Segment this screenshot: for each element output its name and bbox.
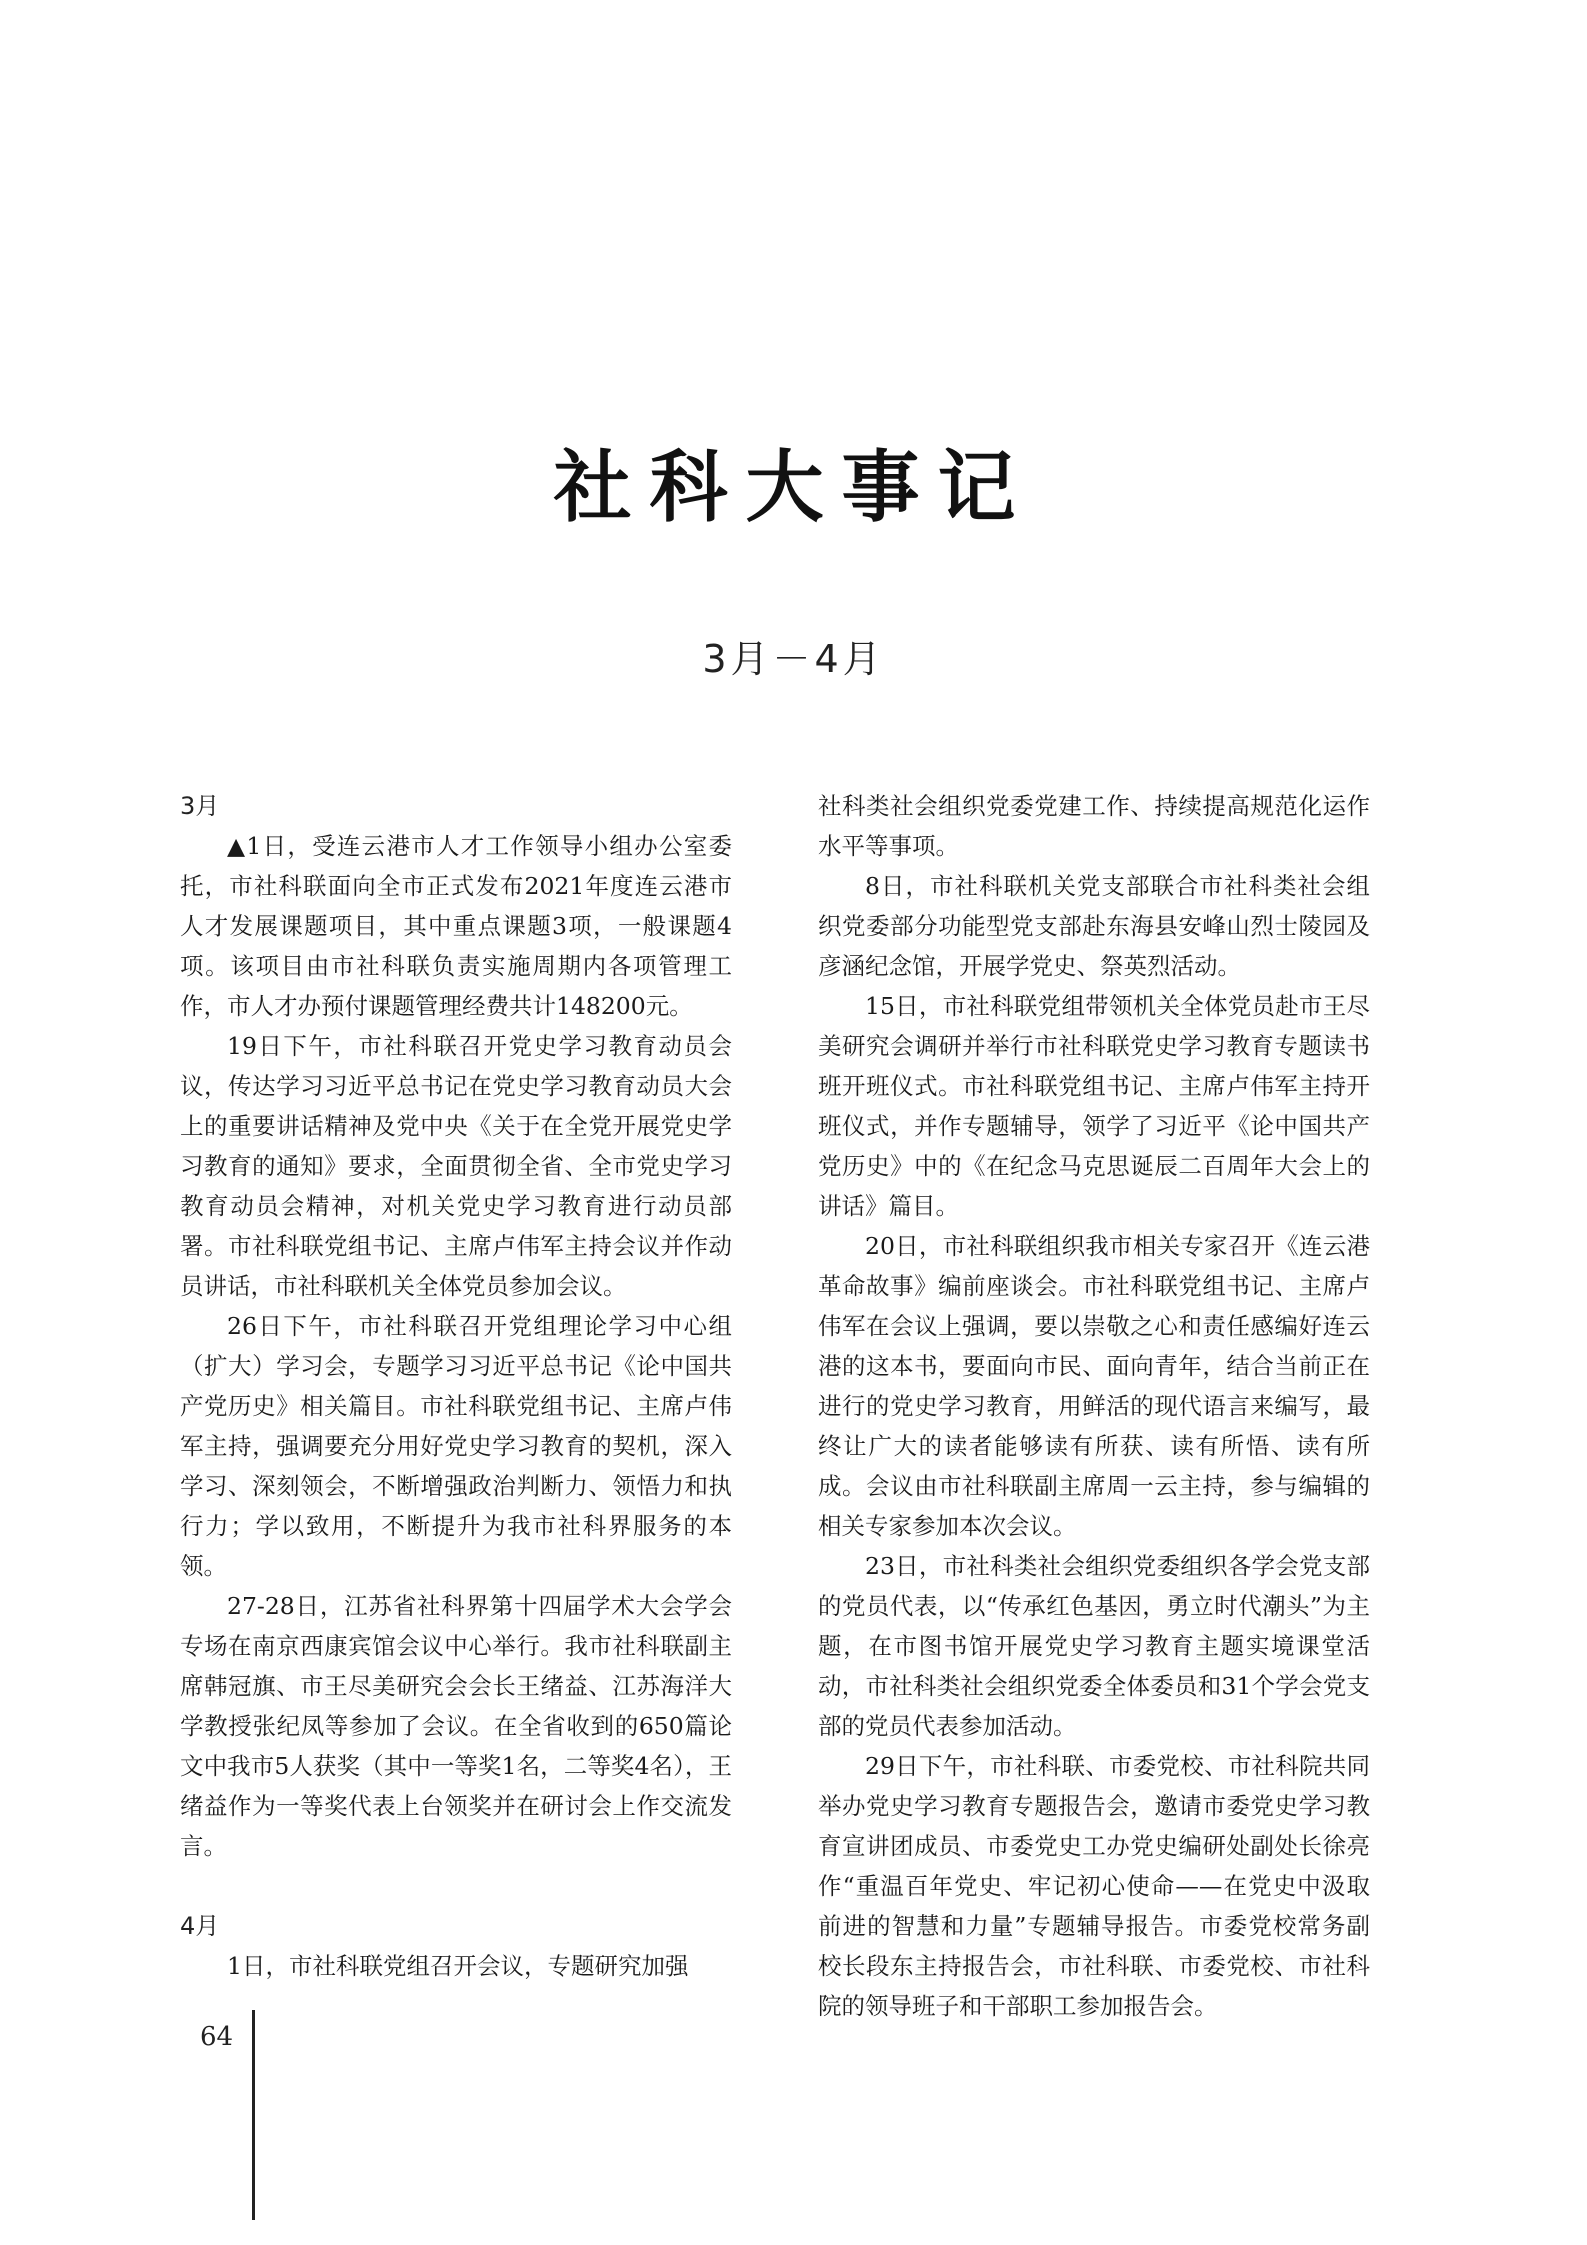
date-range-subtitle: 3月－4月 xyxy=(702,637,885,681)
month-heading-march: 3月 xyxy=(180,792,220,820)
event-paragraph: ▲1日，受连云港市人才工作领导小组办公室委托，市社科联面向全市正式发布2021年度连云港市人才发展课题项目，其中重点课题3项，一般课题4项。该项目由市社科联负责实施周期内各项管理工作，市人才办预付课题管理经费共计148200元。 xyxy=(180,832,732,1020)
right-column xyxy=(818,786,1370,2026)
event-paragraph: 15日，市社科联党组带领机关全体党员赴市王尽美研究会调研并举行市社科联党史学习教育专题读书班开班仪式。市社科联党组书记、主席卢伟军主持开班仪式，并作专题辅导，领学了习近平《论中国共产党历史》中的《在纪念马克思诞辰二百周年大会上的讲话》篇目。 xyxy=(818,992,1370,1220)
event-paragraph: 1日，市社科联党组召开会议，专题研究加强 xyxy=(227,1952,689,1980)
event-paragraph: 26日下午，市社科联召开党组理论学习中心组（扩大）学习会，专题学习习近平总书记《论中国共产党历史》相关篇目。市社科联党组书记、主席卢伟军主持，强调要充分用好党史学习教育的契机，深入学习、深刻领会，不断增强政治判断力、领悟力和执行力；学以致用，不断提升为我市社科界服务的本领。 xyxy=(180,1312,732,1580)
event-paragraph: 8日，市社科联机关党支部联合市社科类社会组织党委部分功能型党支部赴东海县安峰山烈士陵园及彦涵纪念馆，开展学党史、祭英烈活动。 xyxy=(818,872,1370,980)
event-paragraph: 29日下午，市社科联、市委党校、市社科院共同举办党史学习教育专题报告会，邀请市委党史学习教育宣讲团成员、市委党史工办党史编研处副处长徐亮作“重温百年党史、牢记初心使命——在党史中汲取前进的智慧和力量”专题辅导报告。市委党校常务副校长段东主持报告会，市社科联、市委党校、市社科院的领导班子和干部职工参加报告会。 xyxy=(818,1752,1370,2020)
page-margin-rule xyxy=(252,2010,255,2220)
month-heading-april: 4月 xyxy=(180,1912,220,1940)
event-paragraph: 19日下午，市社科联召开党史学习教育动员会议，传达学习习近平总书记在党史学习教育动员大会上的重要讲话精神及党中央《关于在全党开展党史学习教育的通知》要求，全面贯彻全省、全市党史学习教育动员会精神，对机关党史学习教育进行动员部署。市社科联党组书记、主席卢伟军主持会议并作动员讲话，市社科联机关全体党员参加会议。 xyxy=(180,1032,732,1300)
event-paragraph-continuation: 社科类社会组织党委党建工作、持续提高规范化运作水平等事项。 xyxy=(818,792,1370,860)
event-paragraph: 27-28日，江苏省社科界第十四届学术大会学会专场在南京西康宾馆会议中心举行。我市社科联副主席韩冠旗、市王尽美研究会会长王绪益、江苏海洋大学教授张纪凤等参加了会议。在全省收到的650篇论文中我市5人获奖（其中一等奖1名，二等奖4名），王绪益作为一等奖代表上台领奖并在研讨会上作交流发言。 xyxy=(180,1592,732,1860)
page-number: 64 xyxy=(200,2022,234,2052)
left-column xyxy=(180,786,732,1986)
event-paragraph: 23日，市社科类社会组织党委组织各学会党支部的党员代表，以“传承红色基因，勇立时代潮头”为主题，在市图书馆开展党史学习教育主题实境课堂活动，市社科类社会组织党委全体委员和31个学会党支部的党员代表参加活动。 xyxy=(818,1552,1370,1740)
event-paragraph: 20日，市社科联组织我市相关专家召开《连云港革命故事》编前座谈会。市社科联党组书记、主席卢伟军在会议上强调，要以崇敬之心和责任感编好连云港的这本书，要面向市民、面向青年，结合当前正在进行的党史学习教育，用鲜活的现代语言来编写，最终让广大的读者能够读有所获、读有所悟、读有所成。会议由市社科联副主席周一云主持，参与编辑的相关专家参加本次会议。 xyxy=(818,1232,1370,1540)
page-title: 社科大事记 xyxy=(553,442,1034,533)
